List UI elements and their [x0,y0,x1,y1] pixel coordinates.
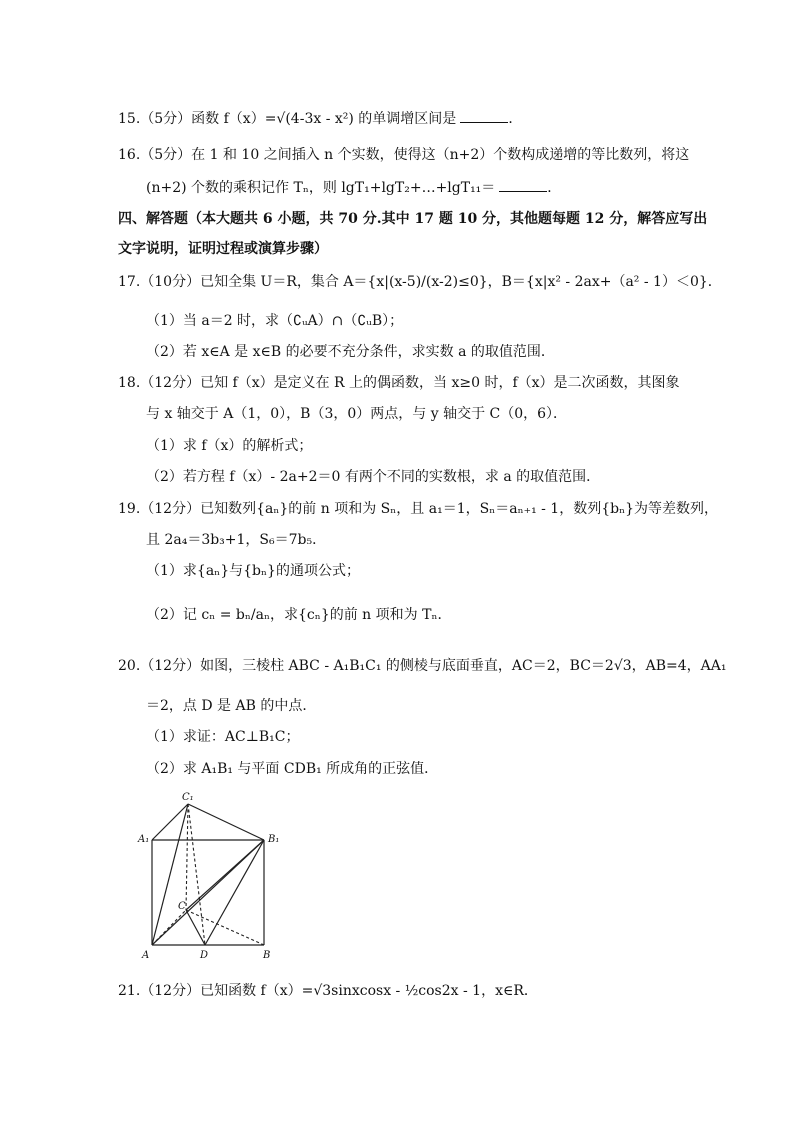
edge-ac [152,910,186,945]
q19-line: 19.（12分）已知数列{aₙ}的前 n 项和为 Sₙ，且 a₁＝1，Sₙ＝aₙ₊₁ - 1，数列{bₙ}为等差数列， [118,501,719,517]
q20-line: 20.（12分）如图，三棱柱 ABC - A₁B₁C₁ 的侧棱与底面垂直，AC＝2，BC＝2√3，AB=4，AA₁ [118,658,727,674]
edge-cc1 [186,804,188,910]
q20-part2: （2）求 A₁B₁ 与平面 CDB₁ 所成角的正弦值． [146,761,439,777]
line-cd [186,910,205,945]
edge-cb [186,910,264,945]
label-c1: C₁ [182,792,194,803]
edge-a1c1 [152,804,188,840]
label-d: D [200,950,209,961]
label-a: A [142,950,150,961]
q18-part1: （1）求 f（x）的解析式； [146,438,313,454]
label-a1: A₁ [138,834,150,845]
q16-line-2: (n+2) 个数的乘积记作 Tₙ，则 lgT₁+lgT₂+…+lgT₁₁＝ ． [146,177,561,198]
answer-blank [460,108,508,123]
label-c: C [178,901,186,912]
q21-line: 21.（12分）已知函数 f（x）=√3sinxcosx - ½cos2x - 1，x∈R． [118,983,538,999]
line-cb1 [186,840,264,910]
edge-c1b1 [188,804,264,840]
section-heading-2: 文字说明，证明过程或演算步骤） [118,241,328,257]
q18-line-2: 与 x 轴交于 A（1，0），B（3，0）两点，与 y 轴交于 C（0，6）． [146,406,568,422]
q17-line: 17.（10分）已知全集 U＝R，集合 A＝{x|(x-5)/(x-2)≤0}，B＝{x|x² - 2ax+（a² - 1）＜0}． [118,274,722,290]
q16-line: 16.（5分）在 1 和 10 之间插入 n 个实数，使得这（n+2）个数构成递增的等比数列，将这 [118,147,690,163]
q18-line: 18.（12分）已知 f（x）是定义在 R 上的偶函数，当 x≥0 时，f（x）是二次函数，其图象 [118,375,680,391]
q17-part1: （1）当 a＝2 时，求（∁ᵤA）∩（∁ᵤB）； [146,313,404,329]
q20-part1: （1）求证：AC⊥B₁C； [146,729,300,745]
line-c1d [188,804,205,945]
q19-part1: （1）求{aₙ}与{bₙ}的通项公式； [146,563,360,579]
label-b1: B₁ [268,834,280,845]
answer-blank [499,177,547,192]
line-ac1 [152,804,188,945]
q18-part2: （2）若方程 f（x）- 2a+2＝0 有两个不同的实数根，求 a 的取值范围． [146,469,601,485]
q19-line-2: 且 2a₄＝3b₃+1，S₆＝7b₅． [146,532,327,548]
prism-figure [136,790,286,962]
line-db1 [205,840,264,945]
q15-line: 15.（5分）函数 f（x）=√(4-3x - x²) 的单调增区间是 ． [118,108,522,129]
label-b: B [263,950,271,961]
q19-part2: （2）记 cₙ = bₙ/aₙ，求{cₙ}的前 n 项和为 Tₙ． [146,607,452,623]
section-heading: 四、解答题（本大题共 6 小题，共 70 分.其中 17 题 10 分，其他题每题 12 分，解答应写出 [118,211,708,227]
q17-part2: （2）若 x∈A 是 x∈B 的必要不充分条件，求实数 a 的取值范围． [146,344,555,360]
q20-line-2: ＝2，点 D 是 AB 的中点． [146,698,317,714]
